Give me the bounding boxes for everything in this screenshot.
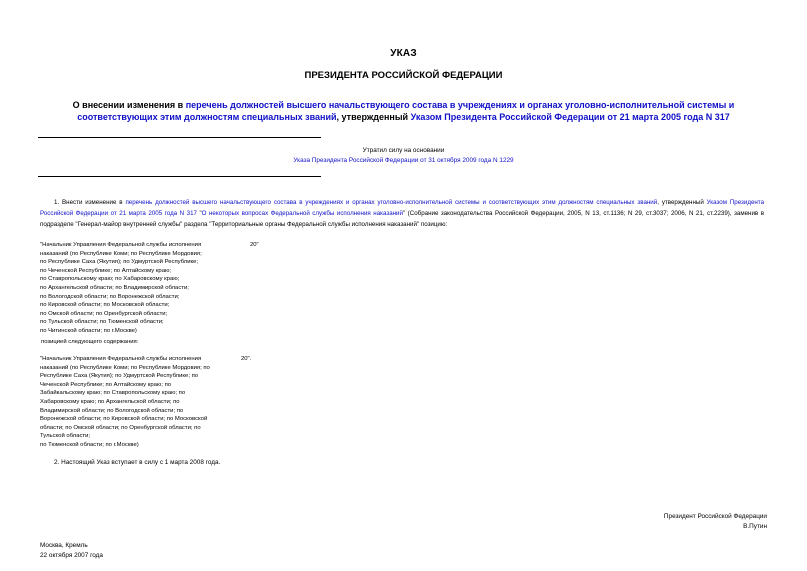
new-position-text xyxy=(40,355,240,450)
lost-force-link-row xyxy=(0,157,807,164)
old-position-number: 20" xyxy=(250,242,259,248)
heading-link-list[interactable]: перечень должностей высшего начальствующего состава в учреждениях и органах уголовно-исполнительной системы и соответствующих этим должностям специальных званий xyxy=(77,100,735,122)
replacement-label: позицией следующего содержания: xyxy=(41,339,139,345)
old-position-text xyxy=(40,241,250,336)
place-date-block xyxy=(40,541,103,561)
divider-bottom xyxy=(38,176,321,177)
signature-block xyxy=(664,512,767,532)
old-position-line: по Тульской области; по Тюменской области; xyxy=(40,319,164,326)
new-position-number: 20". xyxy=(241,356,252,362)
old-position-line: по Вологодской области; по Воронежской области; xyxy=(40,293,180,300)
heading-text-1: О внесении изменения в xyxy=(72,100,186,110)
paragraph-1-link-decree[interactable]: Указом Президента Российской Федерации от 21 марта 2005 года N 317 xyxy=(40,199,765,217)
paragraph-1-text-a: 1. Внести изменение в xyxy=(54,199,126,206)
old-position-line: по Ставропольскому краю; по Хабаровскому краю; xyxy=(40,276,180,283)
document-heading xyxy=(70,99,737,123)
paragraph-1-link-fsin[interactable]: О некоторых вопросах Федеральной службы исполнения наказаний xyxy=(201,210,403,217)
old-position-line: по Омской области; по Оренбургской области; xyxy=(40,310,168,317)
new-position-line: наказаний (по Республике Коми; по Республике Мордовия; по xyxy=(40,364,210,371)
paragraph-1-link-list[interactable]: перечень должностей высшего начальствующего состава в учреждениях и органах уголовно-исполнительной системы и соответствующих этим должностям специальных званий xyxy=(125,199,658,206)
new-position-line: по Тюменской области; по г.Москве) xyxy=(40,441,139,448)
new-position-line: "Начальник Управления Федеральной службы исполнения xyxy=(40,356,202,362)
old-position-line: по Читинской области; по г.Москве) xyxy=(40,327,137,334)
new-position-line: Забайкальскому краю; по Ставропольскому краю; по xyxy=(40,390,186,397)
paragraph-1-text-b: , утвержденный xyxy=(657,199,707,206)
signature-name: В.Путин xyxy=(743,523,767,530)
new-position-line: Воронежской области; по Кировской области; по Московской xyxy=(40,416,208,423)
old-position-line: "Начальник Управления Федеральной службы исполнения xyxy=(40,242,202,248)
document-type: УКАЗ xyxy=(390,48,417,59)
document-issuer: ПРЕЗИДЕНТА РОССИЙСКОЙ ФЕДЕРАЦИИ xyxy=(304,70,503,81)
date: 22 октября 2007 года xyxy=(40,552,103,559)
new-position-line: Владимирской области; по Вологодской области; по xyxy=(40,407,184,414)
divider-top xyxy=(38,137,321,138)
old-position-line: по Республике Саха (Якутия); по Удмуртской Республике; xyxy=(40,259,199,266)
heading-text-2: , утвержденный xyxy=(336,112,411,122)
new-position-line: Тульской области; xyxy=(40,433,91,440)
heading-link-decree[interactable]: Указом Президента Российской Федерации от 21 марта 2005 года N 317 xyxy=(410,112,730,122)
paragraph-1-text-c: " xyxy=(196,210,202,217)
new-position-line: области; по Омской области; по Оренбургской области; по xyxy=(40,424,201,431)
old-position-line: наказаний (по Республике Коми; по Республике Мордовия; xyxy=(40,250,202,257)
old-position-line: по Архангельской области; по Владимирской области; xyxy=(40,284,189,291)
paragraph-2: 2. Настоящий Указ вступает в силу с 1 марта 2008 года. xyxy=(54,459,221,466)
paragraph-1 xyxy=(40,197,764,230)
new-position-line: Хабаровскому краю; по Архангельской области; по xyxy=(40,398,180,405)
paragraph-1-text-d: " (Собрание законодательства Российской Федерации, 2005, N 13, ст.1136; N 29, ст.3037; 2006, N 21, ст.2239), заменив в подразделе "Генерал-майор внутренней службы" раздела "Территориальные органы Федеральной службы исполнения наказаний" позицию: xyxy=(40,210,765,228)
new-position-line: Чеченской Республике; по Алтайскому краю; по xyxy=(40,381,172,388)
place: Москва, Кремль xyxy=(40,542,88,549)
old-position-line: по Чеченской Республике; по Алтайскому краю; xyxy=(40,267,172,274)
lost-force-note: Утратил силу на основании xyxy=(362,147,445,154)
new-position-line: Республике Саха (Якутия); по Удмуртской Республике; по xyxy=(40,373,199,380)
lost-force-link[interactable]: Указа Президента Российской Федерации от 31 октября 2009 года N 1229 xyxy=(293,157,514,164)
old-position-line: по Кировской области; по Московской области; xyxy=(40,302,170,309)
signature-title: Президент Российской Федерации xyxy=(663,513,767,520)
